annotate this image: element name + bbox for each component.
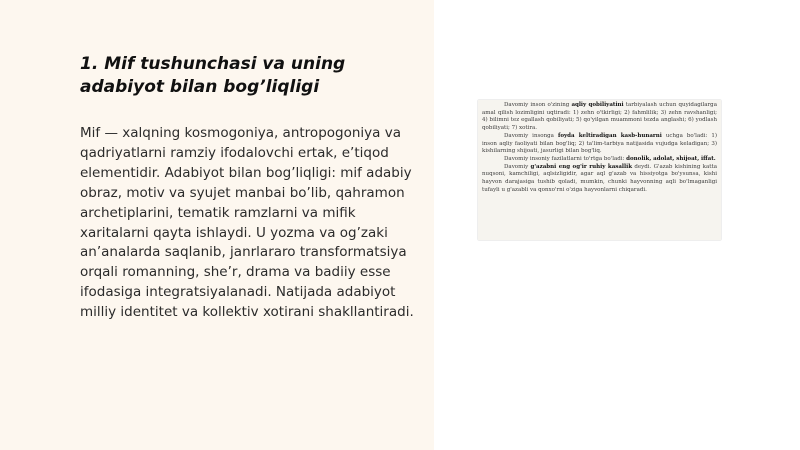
scanned-page-text <box>482 102 717 194</box>
scan-paragraph: Davomiy insonga foyda keltiradigan kasb-hunarni uchga bo'ladi: 1) inson aqliy faoliyati bilan bog'liq; 2) ta'lim-tarbiya natijasida vujudga keladigan; 3) kishilarning shijoati, jasurligi bilan bog'liq. <box>482 132 717 155</box>
slide-body-text: Mif — xalqning kosmogoniya, antropogoniya va qadriyatlarni ramziy ifodalovchi ertak, e’tiqod elementidir. Adabiyot bilan bog’liqligi: mif adabiy obraz, motiv va syujet manbai bo’lib, qahramon archetiplarini, tematik ramzlarni va mifik xaritalarni qayta ishlaydi. U yozma va og’zaki an’analarda saqlanib, janrlararo transformatsiya orqali romanning, she’r, drama va badiiy esse ifodasiga integratsiyalanadi. Natijada adabiyot milliy identitet va kollektiv xotirani shakllantiradi. <box>80 125 414 321</box>
scanned-book-page-image <box>478 100 721 240</box>
scan-paragraph: Davomiy insoniy fazilatlarni to'rtga bo'ladi: donolik, adolat, shijoat, iffat. <box>504 155 716 162</box>
scan-paragraph: Davomiy inson o'zining aqliy qobiliyatini tarbiyalash uchun quyidagilarga amal qilish lozimligini uqtiradi: 1) zehn o'tkirligi; 2) fahmlilik; 3) zehn ravshanligi; 4) bilimni tez egallash qobiliyati; 5) qo'yilgan muammoni tezda anglashi; 6) yodlash qobiliyati; 7) xotira. <box>482 102 717 132</box>
scan-paragraph: Davomiy g'azabni eng og'ir ruhiy kasallik deydi. G'azab kishining katta nuqsoni, kamchiligi, aqlsizligidir, agar aql g'azab va hissiyotga bo'ysunsa, kishi hayvon darajasiga tushib qoladi, mumkin, chunki hayvonning aqli bo'lmaganligi tufayli u g'azabli va qonxo'rni o'ziga hayvonlarni chiqaradi. <box>482 163 717 193</box>
slide-title: 1. Mif tushunchasi va uning adabiyot bilan bog’liqligi <box>80 54 346 97</box>
